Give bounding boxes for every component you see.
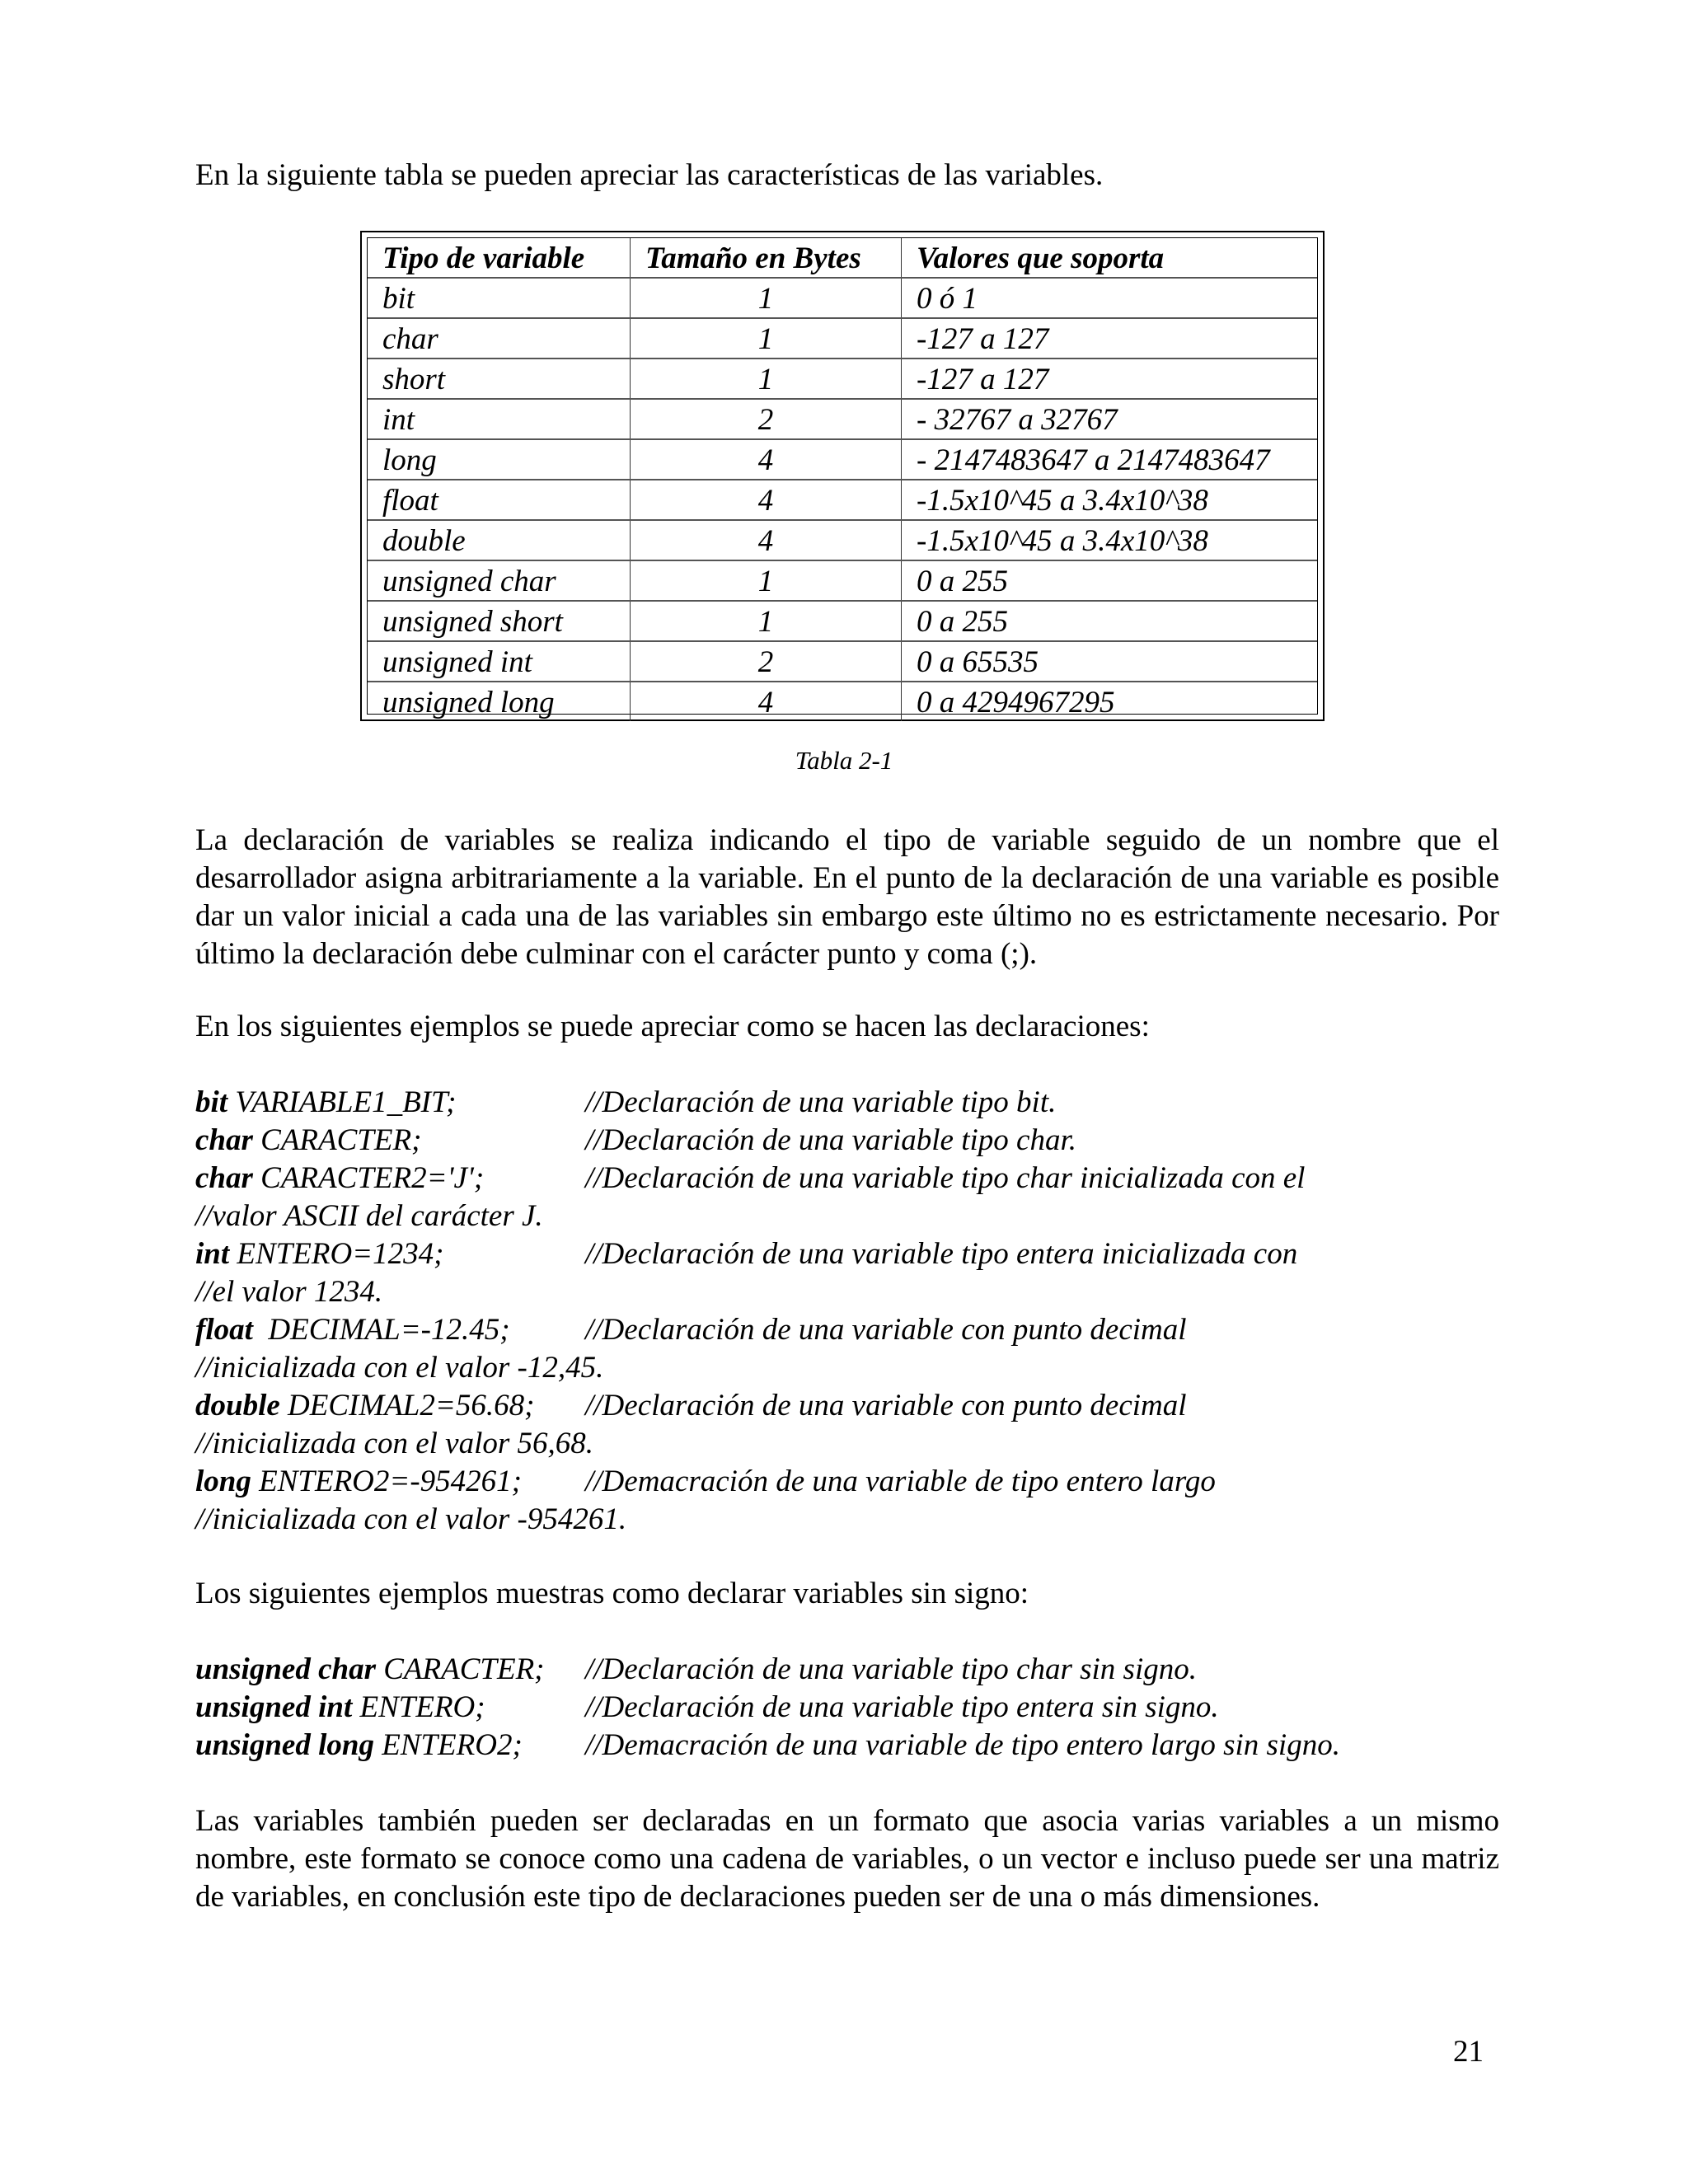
- table-header-row: [368, 238, 1317, 278]
- code-comment: //Declaración de una variable con punto decimal: [585, 1389, 1187, 1422]
- cell-tipo: long: [368, 439, 631, 480]
- table-row: [368, 601, 1317, 641]
- cell-valores: 0 a 255: [902, 601, 1318, 641]
- cell-valores: 0 a 255: [902, 560, 1318, 601]
- cell-valores: - 32767 a 32767: [902, 399, 1318, 439]
- code-line: [195, 1727, 1514, 1765]
- unsigned-intro-paragraph: Los siguientes ejemplos muestras como declarar variables sin signo:: [195, 1577, 1029, 1610]
- cell-tipo: char: [368, 318, 631, 359]
- code-examples-block: [195, 1084, 1514, 1539]
- code-declaration: CARACTER;: [375, 1652, 545, 1686]
- code-keyword: float: [195, 1313, 253, 1347]
- cell-tipo: double: [368, 520, 631, 560]
- cell-valores: 0 ó 1: [902, 278, 1318, 318]
- code-keyword: long: [195, 1465, 251, 1498]
- table-row: [368, 278, 1317, 318]
- code-comment: //Declaración de una variable tipo char sin signo.: [585, 1652, 1197, 1686]
- code-declaration: DECIMAL2=56.68;: [279, 1389, 535, 1422]
- code-comment: //Demacración de una variable de tipo entero largo: [585, 1465, 1216, 1498]
- code-declaration: ENTERO2=-954261;: [251, 1465, 522, 1498]
- code-line: [195, 1349, 1514, 1387]
- code-line: [195, 1122, 1514, 1160]
- table-row: [368, 641, 1317, 682]
- code-line: [195, 1387, 1514, 1425]
- cell-tipo: float: [368, 480, 631, 520]
- code-line: [195, 1235, 1514, 1273]
- code-declaration: ENTERO=1234;: [229, 1237, 444, 1271]
- intro-paragraph: En la siguiente tabla se pueden apreciar las características de las variables.: [195, 158, 1104, 192]
- examples-intro-paragraph: En los siguientes ejemplos se puede apreciar como se hacen las declaraciones:: [195, 1010, 1150, 1043]
- code-comment-continuation: //valor ASCII del carácter J.: [195, 1199, 543, 1233]
- cell-valores: 0 a 65535: [902, 641, 1318, 682]
- table-row: [368, 480, 1317, 520]
- cell-valores: -1.5x10^45 a 3.4x10^38: [902, 480, 1318, 520]
- table-caption: Tabla 2-1: [795, 746, 893, 775]
- code-keyword: double: [195, 1389, 280, 1422]
- cell-tamano: 4: [631, 520, 902, 560]
- code-line: [195, 1084, 1514, 1122]
- code-declaration: ENTERO2;: [373, 1728, 523, 1762]
- code-keyword: unsigned long: [195, 1728, 374, 1762]
- code-comment: //Declaración de una variable tipo entera inicializada con: [585, 1237, 1298, 1271]
- cell-tamano: 1: [631, 318, 902, 359]
- code-comment-continuation: //el valor 1234.: [195, 1275, 383, 1309]
- code-comment: //Declaración de una variable tipo char inicializada con el: [585, 1161, 1306, 1195]
- code-declaration: CARACTER2='J';: [252, 1161, 485, 1195]
- header-valores: Valores que soporta: [902, 238, 1318, 278]
- code-comment: //Declaración de una variable tipo char.: [585, 1123, 1077, 1157]
- code-comment: //Declaración de una variable con punto decimal: [585, 1313, 1187, 1347]
- code-keyword: unsigned char: [195, 1652, 376, 1686]
- cell-valores: -127 a 127: [902, 318, 1318, 359]
- code-declaration: ENTERO;: [352, 1690, 485, 1724]
- cell-tamano: 2: [631, 399, 902, 439]
- cell-tamano: 2: [631, 641, 902, 682]
- code-line: [195, 1311, 1514, 1349]
- cell-tamano: 1: [631, 359, 902, 399]
- code-keyword: char: [195, 1123, 253, 1157]
- table-row: [368, 359, 1317, 399]
- arrays-paragraph: Las variables también pueden ser declaradas en un formato que asocia varias variables a un mismo nombre, este formato se conoce como una cadena de variables, o un vector e incluso puede ser una matriz de variables, en conclusión este tipo de declaraciones pueden ser de una o más dimensiones.: [195, 1804, 1499, 1914]
- cell-tamano: 1: [631, 601, 902, 641]
- code-declaration: VARIABLE1_BIT;: [227, 1085, 457, 1119]
- cell-tipo: unsigned short: [368, 601, 631, 641]
- code-keyword: unsigned int: [195, 1690, 353, 1724]
- code-line: [195, 1197, 1514, 1235]
- cell-tamano: 1: [631, 278, 902, 318]
- code-declaration: CARACTER;: [252, 1123, 422, 1157]
- code-keyword: bit: [195, 1085, 228, 1119]
- code-line: [195, 1689, 1514, 1727]
- cell-tamano: 4: [631, 480, 902, 520]
- code-line: [195, 1425, 1514, 1463]
- variable-types-table: [360, 231, 1325, 721]
- table-row: [368, 318, 1317, 359]
- code-comment: //Declaración de una variable tipo bit.: [585, 1085, 1057, 1119]
- cell-valores: -1.5x10^45 a 3.4x10^38: [902, 520, 1318, 560]
- code-comment-continuation: //inicializada con el valor -954261.: [195, 1502, 627, 1536]
- cell-tipo: unsigned char: [368, 560, 631, 601]
- code-keyword: int: [195, 1237, 230, 1271]
- table-row: [368, 560, 1317, 601]
- header-tipo: Tipo de variable: [368, 238, 631, 278]
- declaration-paragraph: La declaración de variables se realiza indicando el tipo de variable seguido de un nombre que el desarrollador asigna arbitrariamente a la variable. En el punto de la declaración de una variable es posible dar un valor inicial a cada una de las variables sin embargo este último no es estrictamente necesario. Por último la declaración debe culminar con el carácter punto y coma (;).: [195, 823, 1499, 971]
- code-line: [195, 1160, 1514, 1197]
- code-comment-continuation: //inicializada con el valor -12,45.: [195, 1351, 604, 1385]
- code-line: [195, 1651, 1514, 1689]
- cell-tipo: int: [368, 399, 631, 439]
- cell-tipo: short: [368, 359, 631, 399]
- cell-tamano: 4: [631, 439, 902, 480]
- table-row: [368, 520, 1317, 560]
- code-line: [195, 1501, 1514, 1539]
- table-row: [368, 399, 1317, 439]
- cell-valores: -127 a 127: [902, 359, 1318, 399]
- cell-tipo: unsigned long: [368, 682, 631, 721]
- code-declaration: DECIMAL=-12.45;: [252, 1313, 510, 1347]
- code-comment: //Declaración de una variable tipo entera sin signo.: [585, 1690, 1219, 1724]
- cell-valores: 0 a 4294967295: [917, 686, 1115, 719]
- code-line: [195, 1463, 1514, 1501]
- page-number: 21: [1453, 2035, 1484, 2069]
- cell-tipo: unsigned int: [368, 641, 631, 682]
- cell-tamano: 4: [631, 682, 902, 721]
- cell-valores: - 2147483647 a 2147483647: [902, 439, 1318, 480]
- unsigned-code-block: [195, 1651, 1514, 1765]
- code-keyword: char: [195, 1161, 253, 1195]
- code-line: [195, 1273, 1514, 1311]
- header-tamano: Tamaño en Bytes: [631, 238, 902, 278]
- code-comment: //Demacración de una variable de tipo entero largo sin signo.: [585, 1728, 1340, 1762]
- table-row: [368, 439, 1317, 480]
- cell-tipo: bit: [368, 278, 631, 318]
- code-comment-continuation: //inicializada con el valor 56,68.: [195, 1427, 594, 1460]
- table-row: [368, 682, 1317, 721]
- cell-tamano: 1: [631, 560, 902, 601]
